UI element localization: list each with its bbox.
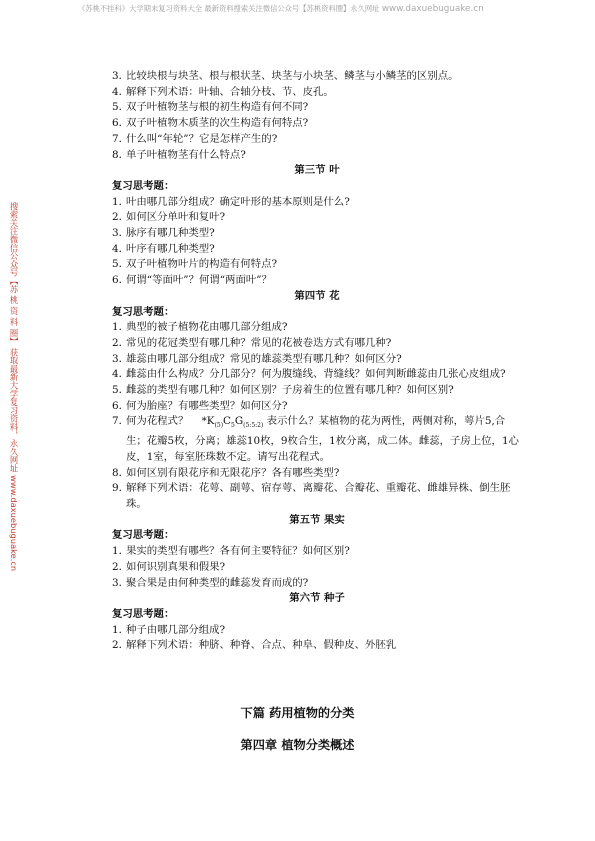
formula-g: G xyxy=(234,415,244,428)
item-text: 何为花程式？ xyxy=(126,415,189,428)
item-text: 单子叶植物茎有什么特点? xyxy=(126,148,246,161)
item-text: 解释下列术语：种脐、种脊、合点、种阜、假种皮、外胚乳 xyxy=(126,639,397,652)
item-number: 6． xyxy=(112,117,130,130)
section-title-leaf: 第三节 叶 xyxy=(294,164,340,177)
chapter-title: 第四章 植物分类概述 xyxy=(240,738,355,752)
seed-questions xyxy=(112,623,522,654)
formula-sub: (5) xyxy=(214,422,224,430)
page-header xyxy=(78,4,518,14)
list-item xyxy=(112,320,522,336)
item-text: 解释下列术语：叶轴、合轴分枝、节、皮孔。 xyxy=(126,85,334,98)
item-number: 2． xyxy=(112,639,130,652)
item-text: 双子叶植物木质茎的次生构造有何特点? xyxy=(126,117,309,130)
item-text: 叶由哪几部分组成？确定叶形的基本原则是什么? xyxy=(126,195,350,208)
list-item xyxy=(112,100,522,116)
list-item xyxy=(112,466,522,482)
list-item xyxy=(112,623,522,639)
list-item xyxy=(112,195,522,211)
formula-sub: 5 xyxy=(231,422,235,430)
formula-sub: (5:5:2) xyxy=(243,422,264,430)
part-title: 下篇 药用植物的分类 xyxy=(240,706,355,720)
list-item xyxy=(112,367,522,383)
item-number: 1． xyxy=(112,623,130,636)
section-title-fruit: 第五节 果实 xyxy=(289,513,345,526)
list-item xyxy=(112,85,522,101)
item-text: 叶序有哪几种类型? xyxy=(126,242,215,255)
review-label: 复习思考题： xyxy=(112,179,175,192)
list-item xyxy=(112,132,522,148)
leaf-questions xyxy=(112,195,522,289)
item-text: 比较块根与块茎、根与根状茎、块茎与小块茎、鳞茎与小鳞茎的区别点。 xyxy=(126,70,459,82)
item-number: 7． xyxy=(112,415,130,428)
review-label: 复习思考题： xyxy=(112,607,175,620)
floral-formula xyxy=(192,415,264,430)
stem-questions xyxy=(112,69,522,163)
item-number: 2． xyxy=(112,560,130,573)
item-number: 5． xyxy=(112,258,130,271)
list-item xyxy=(112,576,522,592)
item-number: 3． xyxy=(112,70,130,82)
flower-questions xyxy=(112,320,522,513)
item-number: 6． xyxy=(112,274,130,287)
section-title-seed: 第六节 种子 xyxy=(289,592,345,605)
list-item xyxy=(112,116,522,132)
item-number: 6． xyxy=(112,399,130,412)
formula-c: C xyxy=(223,415,231,428)
item-number: 2． xyxy=(112,211,130,224)
item-number: 8． xyxy=(112,148,130,161)
item-text: 果实的类型有哪些？各有何主要特征？如何区别? xyxy=(126,545,350,558)
item-text: 双子叶植物茎与根的初生构造有何不同? xyxy=(126,101,309,114)
list-item xyxy=(112,481,522,512)
main-content xyxy=(112,69,522,654)
list-item xyxy=(112,226,522,242)
list-item xyxy=(112,336,522,352)
list-item xyxy=(112,273,522,289)
item-text: 常见的花冠类型有哪几种？常见的花被卷迭方式有哪几种? xyxy=(126,336,392,349)
item-text: 如何区别有限花序和无限花序？各有哪些类型? xyxy=(126,466,340,479)
section-title-flower: 第四节 花 xyxy=(294,289,340,302)
formula-star-k: *K xyxy=(201,415,215,428)
item-text: 解释下列术语：花萼、副萼、宿存萼、离瓣花、合瓣花、重瓣花、雌雄异株、倒生胚珠。 xyxy=(126,482,511,511)
list-item xyxy=(112,352,522,368)
item-number: 5． xyxy=(112,101,130,114)
list-item xyxy=(112,414,522,465)
list-item xyxy=(112,69,522,85)
item-number: 2． xyxy=(112,336,130,349)
list-item xyxy=(112,560,522,576)
item-number: 3． xyxy=(112,352,130,365)
item-text: 脉序有哪几种类型? xyxy=(126,227,215,240)
item-text: 典型的被子植物花由哪几部分组成? xyxy=(126,321,288,334)
review-label: 复习思考题： xyxy=(112,305,175,318)
item-text: 雌蕊由什么构成？分几部分？何为腹缝线、背缝线？如何判断雌蕊由几张心皮组成? xyxy=(126,368,506,381)
item-number: 5． xyxy=(112,384,130,397)
list-item xyxy=(112,148,522,164)
item-text: 什么叫“年轮”？它是怎样产生的? xyxy=(126,132,278,145)
item-number: 4． xyxy=(112,242,130,255)
fruit-questions xyxy=(112,544,522,591)
item-text: 聚合果是由何种类型的雌蕊发育而成的? xyxy=(126,576,309,589)
item-text: 何谓“等面叶”？何谓“两面叶”？ xyxy=(126,274,272,287)
list-item xyxy=(112,399,522,415)
list-item xyxy=(112,257,522,273)
item-text: 何为胎座？有哪些类型？如何区分? xyxy=(126,399,288,412)
item-number: 1． xyxy=(112,321,130,334)
side-watermark-text: 搜索关注微信公众号【苏 桃 资 料 圈】 获取最新大学复习资料，永久网址 www.daxuebuguake.cn xyxy=(9,202,19,572)
item-number: 8． xyxy=(112,466,130,479)
list-item xyxy=(112,544,522,560)
item-number: 1． xyxy=(112,545,130,558)
item-number: 9． xyxy=(112,482,130,495)
item-text: 雄蕊由哪几部分组成？常见的雄蕊类型有哪几种？如何区分? xyxy=(126,352,402,365)
item-number: 4． xyxy=(112,368,130,381)
item-number: 3． xyxy=(112,576,130,589)
list-item xyxy=(112,638,522,654)
item-number: 3． xyxy=(112,227,130,240)
header-text: 《苏桃不挂科》大学期末复习资料大全 最新资料搜索关注微信公众号【苏桃资料圈】永久网址 xyxy=(78,4,380,13)
item-text: 种子由哪几部分组成? xyxy=(126,623,226,636)
item-text: 双子叶植物叶片的构造有何特点? xyxy=(126,258,278,271)
header-website-link[interactable]: www.daxuebuguake.cn xyxy=(381,4,484,14)
review-label: 复习思考题： xyxy=(112,529,175,542)
list-item xyxy=(112,242,522,258)
list-item xyxy=(112,210,522,226)
item-text: 如何识别真果和假果? xyxy=(126,560,226,573)
item-number: 7． xyxy=(112,132,130,145)
list-item xyxy=(112,383,522,399)
item-text: 如何区分单叶和复叶? xyxy=(126,211,226,224)
item-number: 1． xyxy=(112,195,130,208)
item-text: 表示什么？某植物的花为两性，两侧对称，萼片5,合生；花瓣5枚，分离；雄蕊10枚，9枚合生，1枚分离，成二体。雌蕊，子房上位，1心皮，1室，每室胚珠数不定。请写出花程式。 xyxy=(126,415,519,463)
item-text: 雌蕊的类型有哪几种？如何区别？子房着生的位置有哪几种？如何区别? xyxy=(126,384,454,397)
item-number: 4． xyxy=(112,85,130,98)
